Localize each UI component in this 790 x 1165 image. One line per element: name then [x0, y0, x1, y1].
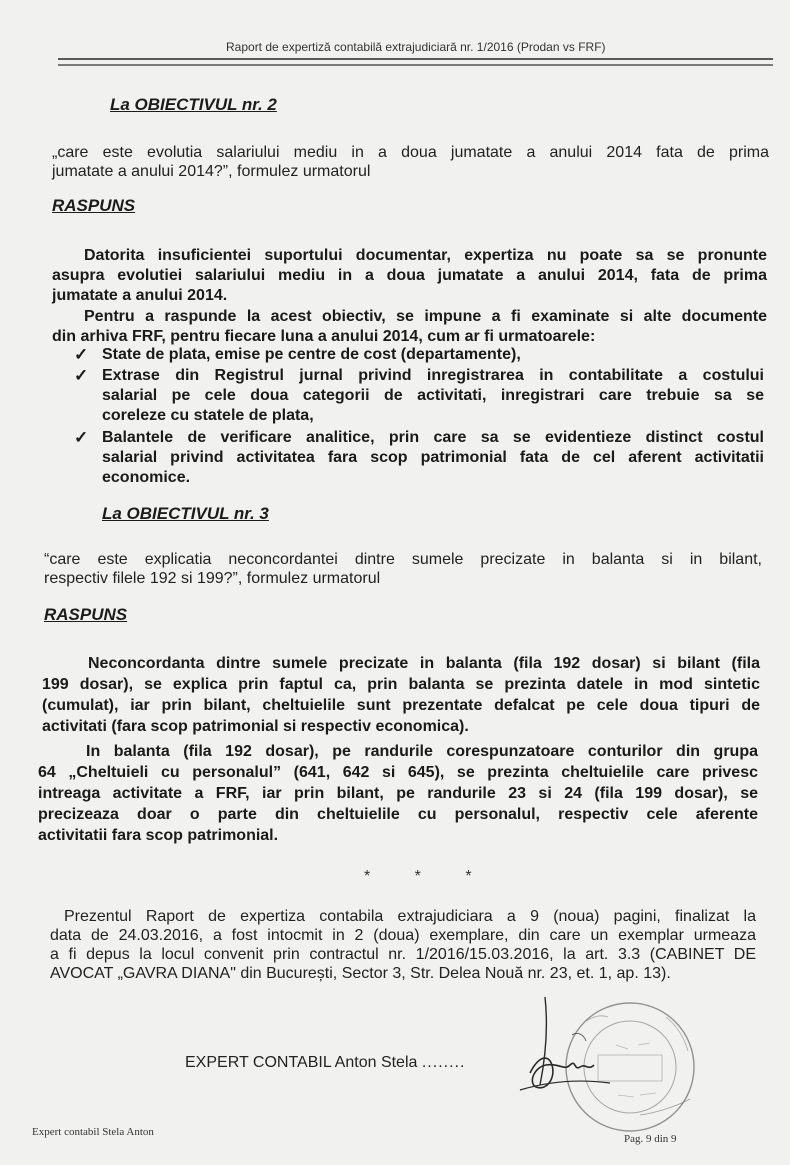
text-line: State de plata, emise pe centre de cost (departamente), [102, 346, 521, 363]
text-line: jumatate a anului 2014?”, formulez urmatorul [52, 163, 371, 180]
signature-line [185, 1054, 465, 1072]
text-line: intreaga activitate a FRF, iar prin bilant, pe randurile 23 si 24 (fila 199 dosar), se [38, 785, 758, 802]
text-line: Pentru a raspunde la acest obiectiv, se impune a fi examinate si alte documente [84, 308, 767, 325]
text-line: activitati (fara scop patrimonial si respectiv economica). [42, 718, 469, 735]
text-line: asupra evolutiei salariului mediu in a doua jumatate a anului 2014, fata de prima [52, 267, 767, 284]
text-line: economice. [102, 469, 191, 486]
text-line: respectiv filele 192 si 199?”, formulez urmatorul [44, 570, 381, 587]
objective-2-bullet-list [0, 345, 790, 485]
text-line: Extrase din Registrul jurnal privind inregistrarea in contabilitate a costului [102, 367, 764, 384]
text-line: (cumulat), iar prin bilant, cheltuielile sunt prezentate defalcat pe cele doua tipuri de [42, 697, 760, 714]
text-line: 64 „Cheltuieli cu personalul” (641, 642 si 645), se prezinta cheltuielile care privesc [38, 764, 758, 781]
stamp-seal-icon [490, 995, 710, 1135]
text-line: jumatate a anului 2014. [52, 287, 228, 304]
objective-2-paragraph-1 [52, 246, 767, 306]
header-rule-double [58, 64, 773, 66]
header-title: Raport de expertiză contabilă extrajudiciară nr. 1/2016 (Prodan vs FRF) [226, 40, 606, 54]
page-number: Pag. 9 din 9 [624, 1133, 677, 1145]
text-line: Prezentul Raport de expertiza contabila extrajudiciara a 9 (noua) pagini, finalizat la [64, 908, 756, 925]
text-line: Balantele de verificare analitice, prin care sa se evidentieze distinct costul [102, 429, 764, 446]
text-line: „care este evolutia salariului mediu in a doua jumatate a anului 2014 fata de prima [52, 144, 769, 161]
list-item [102, 345, 764, 365]
checkmark-icon: ✓ [74, 428, 89, 447]
objective-3-question [44, 550, 762, 588]
text-line: din arhiva FRF, pentru fiecare luna a anului 2014, cum ar fi urmatoarele: [52, 328, 596, 345]
text-line: Neconcordanta dintre sumele precizate in balanta (fila 192 dosar) si bilant (fila [88, 655, 760, 672]
text-line: salarial privind activitatea fara scop patrimonial fata de cel aferent activitatii [102, 449, 764, 466]
header-rule [58, 58, 773, 60]
text-line: precizeaza doar o parte din cheltuielile cu personalul, respectiv cele aferente [38, 806, 758, 823]
list-item [102, 428, 764, 488]
text-line: AVOCAT „GAVRA DIANA" din București, Sector 3, Str. Delea Nouă nr. 23, et. 1, ap. 13). [50, 965, 671, 982]
page-header [0, 40, 790, 70]
signature-label: EXPERT CONTABIL Anton Stela [185, 1054, 418, 1071]
text-line: data de 24.03.2016, a fost intocmit in 2 (doua) exemplare, din care un exemplar urmeaza [50, 927, 756, 944]
objective-3-paragraph-1 [42, 653, 760, 737]
section-separator: * * * [364, 868, 472, 885]
text-line: coreleze cu statele de plata, [102, 407, 314, 424]
closing-statement [50, 907, 756, 983]
checkmark-icon: ✓ [74, 345, 89, 364]
objective-2-paragraph-2 [52, 307, 767, 347]
checkmark-icon: ✓ [74, 366, 89, 385]
text-line: In balanta (fila 192 dosar), pe randurile corespunzatoare conturilor din grupa [86, 743, 758, 760]
objective-2-response-heading: RASPUNS [52, 196, 136, 215]
objective-2-question [52, 143, 769, 181]
text-line: salarial pe cele doua categorii de activitati, inregistrari care trebuie sa se [102, 387, 764, 404]
text-line: Datorita insuficientei suportului documentar, expertiza nu poate sa se pronunte [84, 247, 767, 264]
text-line: 199 dosar), se explica prin faptul ca, prin balanta se prezinta datele in mod sintetic [42, 676, 760, 693]
objective-3-heading: La OBIECTIVUL nr. 3 [102, 504, 269, 523]
text-line: a fi depus la locul convenit prin contractul nr. 1/2016/15.03.2016, la art. 3.3 (CABINET DE [50, 946, 756, 963]
signature-dots: ........ [421, 1054, 466, 1071]
footer-expert-name: Expert contabil Stela Anton [32, 1126, 154, 1138]
objective-3-response-heading: RASPUNS [44, 605, 128, 624]
list-item [102, 366, 764, 426]
text-line: “care este explicatia neconcordantei dintre sumele precizate in balanta si in bilant, [44, 551, 762, 568]
objective-2-heading: La OBIECTIVUL nr. 2 [110, 95, 277, 114]
objective-3-paragraph-2 [38, 741, 758, 846]
text-line: activitatii fara scop patrimonial. [38, 827, 279, 844]
